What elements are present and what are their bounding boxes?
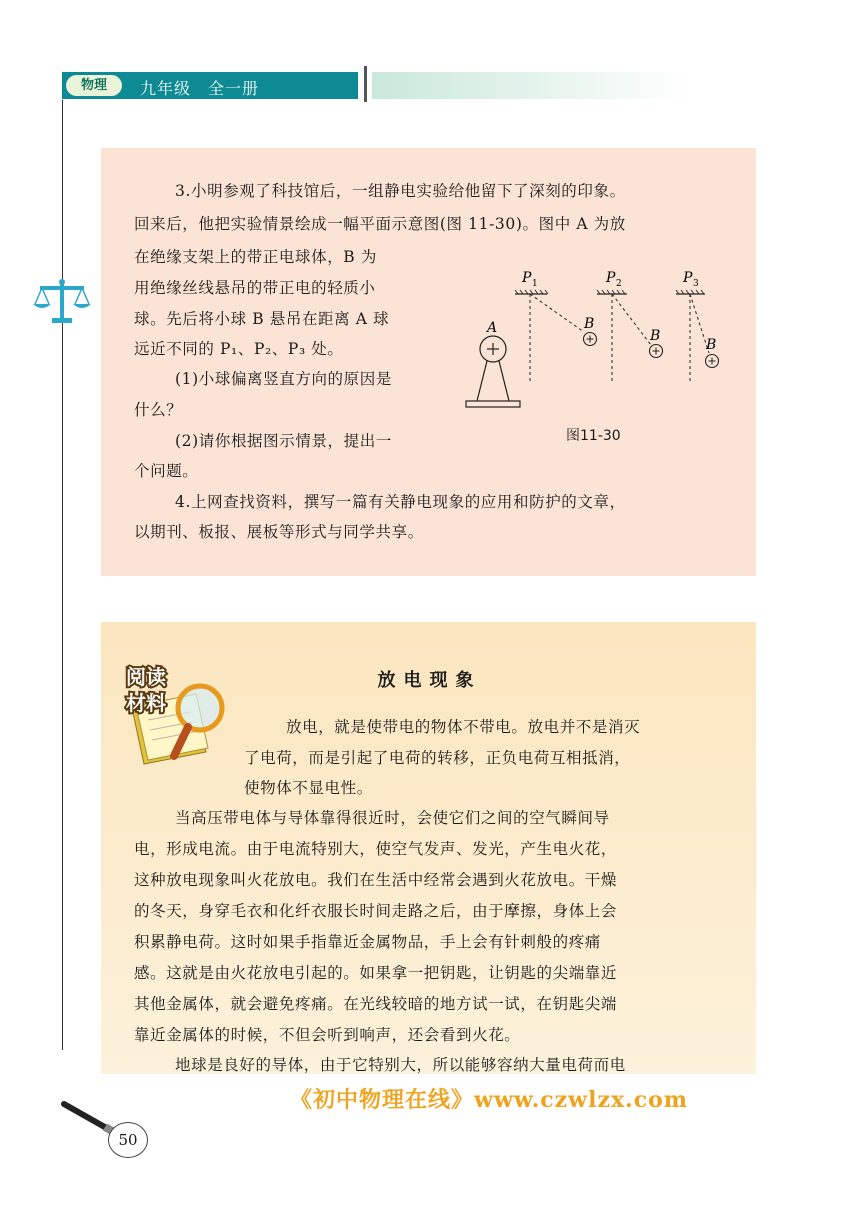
balance-scale-icon (32, 278, 92, 326)
exercise-line: 球。先后将小球 B 悬吊在距离 A 球 (134, 310, 390, 328)
exercise-line: (1)小球偏离竖直方向的原因是 (175, 370, 392, 388)
reading-line: 靠近金属体的时候，不但会听到响声，还会看到火花。 (134, 1026, 521, 1044)
exercise-line: 以期刊、板报、展板等形式与同学共享。 (134, 523, 424, 541)
header-decoration (372, 72, 692, 99)
exercise-line: 3.小明参观了科技馆后，一组静电实验给他留下了深刻的印象。 (175, 182, 626, 200)
suspension-point-p1 (515, 270, 597, 382)
suspension-point-p3 (676, 270, 719, 382)
label-b: B (650, 328, 661, 344)
exercise-line: (2)请你根据图示情景，提出一 (175, 432, 392, 450)
label-p1-sub: 1 (532, 279, 538, 289)
header-divider (364, 66, 367, 102)
page-number: 50 (108, 1122, 148, 1158)
label-p1: P (522, 270, 532, 286)
exercise-line: 在绝缘支架上的带正电球体，B 为 (134, 248, 377, 266)
exercise-line: 个问题。 (134, 462, 199, 480)
reading-line: 当高压带电体与导体靠得很近时，会使它们之间的空气瞬间导 (175, 809, 610, 827)
exercise-line: 回来后，他把实验情景绘成一幅平面示意图(图 11-30)。图中 A 为放 (134, 215, 626, 233)
label-p3-sub: 3 (693, 279, 699, 289)
subject-logo: 物理 (66, 75, 122, 96)
reading-line: 使物体不显电性。 (244, 779, 373, 797)
reading-line: 这种放电现象叫火花放电。我们在生活中经常会遇到火花放电。干燥 (134, 871, 618, 889)
reading-line: 地球是良好的导体，由于它特别大，所以能够容纳大量电荷而电 (175, 1056, 626, 1074)
label-b: B (706, 337, 717, 353)
icon-text-line2: 材料 (126, 691, 166, 715)
icon-text-line1: 阅读 (126, 665, 166, 689)
reading-title: 放电现象 (377, 670, 482, 691)
reading-line: 电，形成电流。由于电流特别大，使空气发声、发光，产生电火花， (134, 840, 618, 858)
label-p2-sub: 2 (616, 279, 622, 289)
figure-11-30 (460, 262, 742, 412)
reading-line: 了电荷，而是引起了电荷的转移，正负电荷互相抵消， (244, 749, 631, 767)
label-p2: P (606, 270, 616, 286)
watermark-text: 《初中物理在线》www.czwlzx.com (290, 1087, 689, 1113)
reading-line: 放电，就是使带电的物体不带电。放电并不是消灭 (286, 718, 641, 736)
reading-line: 积累静电荷。这时如果手指靠近金属物品，手上会有针刺般的疼痛 (134, 933, 601, 951)
exercise-line: 用绝缘丝线悬吊的带正电的轻质小 (134, 279, 376, 297)
label-a: A (487, 320, 498, 336)
reading-line: 的冬天，身穿毛衣和化纤衣服长时间走路之后，由于摩擦，身体上会 (134, 902, 618, 920)
exercise-line: 4.上网查找资料，撰写一篇有关静电现象的应用和防护的文章， (175, 493, 626, 511)
exercise-line: 远近不同的 P₁、P₂、P₃ 处。 (134, 340, 344, 358)
margin-rule (62, 100, 63, 1050)
exercise-line: 什么？ (134, 401, 183, 419)
suspension-point-p2 (597, 270, 663, 382)
charged-sphere-a (466, 320, 520, 407)
label-b: B (584, 316, 595, 332)
reading-line: 其他金属体，就会避免疼痛。在光线较暗的地方试一试，在钥匙尖端 (134, 995, 618, 1013)
figure-caption: 图11-30 (566, 428, 621, 444)
label-p3: P (683, 270, 693, 286)
reading-line: 感。这就是由火花放电引起的。如果拿一把钥匙，让钥匙的尖端靠近 (134, 964, 618, 982)
book-title: 九年级 全一册 (140, 79, 260, 98)
